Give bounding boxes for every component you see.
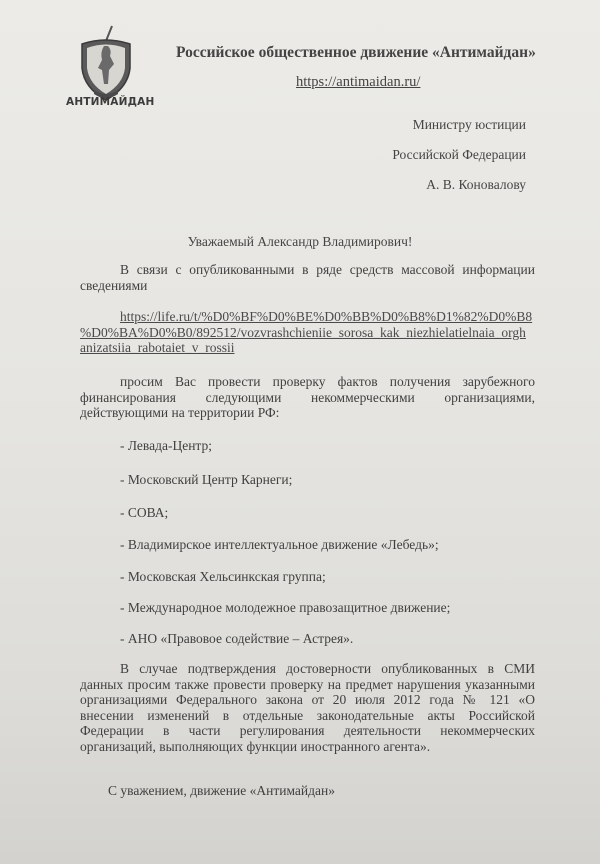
conclusion-paragraph xyxy=(80,661,535,754)
organization-item: - Международное молодежное правозащитное движение; xyxy=(120,600,451,615)
logo-wordmark: АНТИМАЙДАН xyxy=(66,96,155,108)
request-line: действующими на территории РФ: xyxy=(80,405,280,420)
conclusion-line: внесении изменений в отдельные законодательные акты Российской xyxy=(80,707,535,723)
closing-signature: С уважением, движение «Антимайдан» xyxy=(108,783,335,798)
conclusion-line: данных просим также провести проверку на предмет нарушения указанными xyxy=(80,676,535,692)
conclusion-line: организаций, выполняющих функции иностранного агента». xyxy=(80,738,431,754)
request-line: финансирования следующими некоммерческими организациями, xyxy=(80,389,535,405)
organization-title: Российское общественное движение «Антимайдан» xyxy=(176,44,536,61)
request-line: просим Вас провести проверку фактов получения зарубежного xyxy=(120,374,535,389)
organization-item: - АНО «Правовое содействие – Астрея». xyxy=(120,631,354,646)
addressee-line-3: А. В. Коновалову xyxy=(426,177,526,192)
organization-item: - Владимирское интеллектуальное движение «Лебедь»; xyxy=(120,537,439,552)
intro-line: В связи с опубликованными в ряде средств массовой информации xyxy=(120,262,535,277)
conclusion-line: В случае подтверждения достоверности опубликованных в СМИ xyxy=(120,661,535,676)
organization-item: - СОВА; xyxy=(120,505,169,520)
organization-item: - Левада-Центр; xyxy=(120,438,213,453)
addressee-line-1: Министру юстиции xyxy=(412,117,526,132)
addressee-line-2: Российской Федерации xyxy=(392,147,526,162)
greeting: Уважаемый Александр Владимирович! xyxy=(187,234,413,249)
intro-line: сведениями xyxy=(80,277,148,293)
organization-item: - Московский Центр Карнеги; xyxy=(120,472,293,487)
conclusion-line: Федерации в части регулирования деятельности некоммерческих xyxy=(80,723,535,738)
source-link-line[interactable]: %D0%BA%D0%B0/892512/vozvrashchieniie_sorosa_kak_niezhielatielnaia_orgh xyxy=(80,324,526,340)
organization-website-link[interactable]: https://antimaidan.ru/ xyxy=(296,74,421,90)
organization-item: - Московская Хельсинкская группа; xyxy=(120,569,326,584)
intro-paragraph xyxy=(80,262,535,293)
request-paragraph xyxy=(80,374,535,421)
source-link-line[interactable]: anizatsiia_rabotaiet_v_rossii xyxy=(80,340,235,355)
conclusion-line: организациями Федерального закона от 20 июля 2012 года № 121 «О xyxy=(80,692,535,707)
source-link[interactable] xyxy=(80,309,535,356)
source-link-line[interactable]: https://life.ru/t/%D0%BF%D0%BE%D0%BB%D0%B8%D1%82%D0%B8 xyxy=(120,309,533,324)
